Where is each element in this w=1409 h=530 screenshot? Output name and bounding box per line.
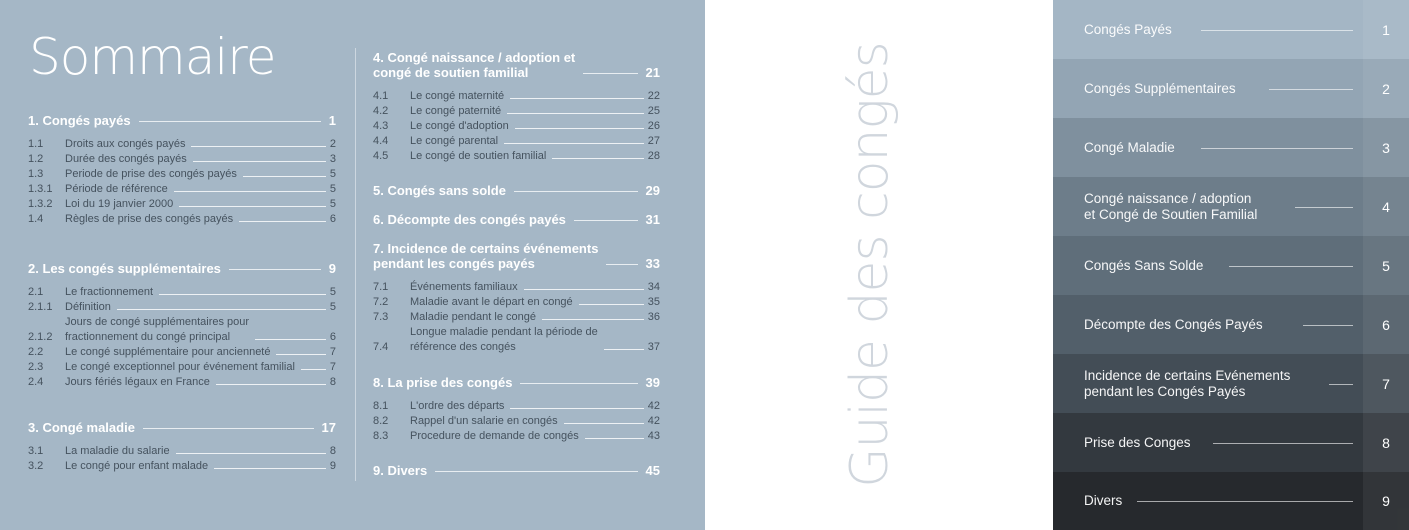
- toc-item-number: 4.1: [373, 90, 389, 102]
- chapter-tab-leader-line: [1229, 266, 1353, 267]
- chapter-tab-label: Congé Maladie: [1084, 139, 1175, 155]
- toc-item-number: 8.3: [373, 430, 389, 442]
- toc-section: [28, 261, 336, 390]
- toc-item[interactable]: [28, 375, 336, 390]
- toc-section: [373, 183, 660, 198]
- toc-item[interactable]: [28, 182, 336, 197]
- toc-item-number: 2.1: [28, 286, 44, 298]
- toc-leader-line: [507, 113, 644, 114]
- chapter-tab-label: Décompte des Congés Payés: [1084, 316, 1263, 332]
- toc-section-heading[interactable]: [28, 420, 336, 435]
- toc-leader-line: [552, 158, 643, 159]
- toc-item[interactable]: [28, 137, 336, 152]
- toc-item-number: 7.4: [373, 341, 389, 353]
- toc-item-label: Le congé pour enfant malade: [65, 460, 209, 472]
- chapter-tab-4[interactable]: [1053, 177, 1409, 236]
- toc-item-label: Procedure de demande de congés: [410, 430, 579, 442]
- toc-item[interactable]: [28, 345, 336, 360]
- toc-item[interactable]: [373, 119, 660, 134]
- toc-item-page: 5: [329, 301, 336, 313]
- toc-item-number: 2.4: [28, 376, 44, 388]
- toc-item-page: 5: [329, 198, 336, 210]
- toc-item-number: 2.1.1: [28, 301, 53, 313]
- toc-item-page: 8: [329, 445, 336, 457]
- toc-leader-line: [176, 453, 326, 454]
- toc-leader-line: [514, 191, 638, 192]
- toc-section-page: 45: [645, 463, 660, 478]
- toc-section: [373, 375, 660, 444]
- toc-leader-line: [216, 384, 326, 385]
- toc-item-number: 8.1: [373, 400, 389, 412]
- chapter-tab-leader-line: [1213, 443, 1353, 444]
- chapter-tab-number: 5: [1363, 236, 1409, 295]
- toc-item[interactable]: [373, 429, 660, 444]
- toc-section: [373, 212, 660, 227]
- toc-leader-line: [564, 423, 644, 424]
- toc-item-number: 1.3.1: [28, 183, 53, 195]
- chapter-tab-7[interactable]: [1053, 354, 1409, 413]
- toc-item-page: 37: [647, 341, 660, 353]
- toc-section-title: 3. Congé maladie: [28, 420, 135, 435]
- chapter-tab-leader-line: [1201, 148, 1353, 149]
- toc-section-page: 17: [321, 420, 336, 435]
- cover-title: Guide des congés: [840, 42, 900, 488]
- toc-leader-line: [229, 269, 321, 270]
- toc-item-number: 7.1: [373, 281, 389, 293]
- toc-item[interactable]: [373, 399, 660, 414]
- toc-item-label: Longue maladie pendant la période de référence des congés: [410, 326, 598, 353]
- toc-item-label: Le congé maternité: [410, 90, 505, 102]
- chapter-tab-leader-line: [1303, 325, 1353, 326]
- toc-section-heading[interactable]: [373, 241, 660, 271]
- toc-item-list: [373, 280, 660, 355]
- toc-section: [28, 420, 336, 474]
- chapter-tab-label: Prise des Conges: [1084, 434, 1191, 450]
- toc-item-page: 2: [329, 138, 336, 150]
- toc-item-list: [28, 444, 336, 474]
- toc-leader-line: [606, 264, 637, 265]
- toc-item-page: 5: [329, 168, 336, 180]
- toc-item[interactable]: [28, 444, 336, 459]
- toc-section-page: 1: [328, 113, 336, 128]
- toc-item-page: 8: [329, 376, 336, 388]
- chapter-tab-9[interactable]: [1053, 472, 1409, 530]
- chapter-tab-3[interactable]: [1053, 118, 1409, 177]
- toc-section-heading[interactable]: [373, 463, 660, 478]
- summary-title: Sommaire: [29, 28, 276, 86]
- toc-section-heading[interactable]: [373, 183, 660, 198]
- toc-item-page: 42: [647, 400, 660, 412]
- toc-item-number: 4.3: [373, 120, 389, 132]
- toc-section-page: 29: [645, 183, 660, 198]
- toc-item-number: 1.4: [28, 213, 44, 225]
- toc-item-number: 4.2: [373, 105, 389, 117]
- chapter-tab-label: Incidence de certains Evénements pendant les Congés Payés: [1084, 367, 1291, 399]
- toc-item-label: Le congé supplémentaire pour ancienneté: [65, 346, 271, 358]
- toc-leader-line: [239, 221, 326, 222]
- toc-leader-line: [579, 304, 644, 305]
- chapter-tab-number: 7: [1363, 354, 1409, 413]
- toc-leader-line: [191, 146, 325, 147]
- toc-item[interactable]: [373, 280, 660, 295]
- toc-item-label: Periode de prise des congés payés: [65, 168, 237, 180]
- toc-leader-line: [515, 128, 644, 129]
- toc-item-page: 26: [647, 120, 660, 132]
- toc-item[interactable]: [373, 295, 660, 310]
- toc-leader-line: [174, 191, 326, 192]
- toc-leader-line: [542, 319, 644, 320]
- toc-item-page: 28: [647, 150, 660, 162]
- toc-item[interactable]: [28, 197, 336, 212]
- toc-leader-line: [520, 383, 637, 384]
- toc-leader-line: [585, 438, 644, 439]
- toc-item-label: Événements familiaux: [410, 281, 518, 293]
- toc-item-number: 7.3: [373, 311, 389, 323]
- toc-item-number: 1.1: [28, 138, 44, 150]
- chapter-tab-leader-line: [1329, 384, 1353, 385]
- toc-item-page: 5: [329, 183, 336, 195]
- toc-item[interactable]: [373, 104, 660, 119]
- toc-item-page: 36: [647, 311, 660, 323]
- toc-item-number: 4.4: [373, 135, 389, 147]
- chapter-tab-label: Divers: [1084, 493, 1123, 508]
- toc-item-page: 34: [647, 281, 660, 293]
- toc-leader-line: [214, 468, 326, 469]
- toc-section-title: 6. Décompte des congés payés: [373, 212, 566, 227]
- toc-item-number: 4.5: [373, 150, 389, 162]
- toc-item[interactable]: [373, 325, 660, 355]
- toc-section-page: 31: [645, 212, 660, 227]
- toc-item-page: 9: [329, 460, 336, 472]
- toc-item-label: Le congé d'adoption: [410, 120, 509, 132]
- toc-item-label: Règles de prise des congés payés: [65, 213, 234, 225]
- toc-section-title: 5. Congés sans solde: [373, 183, 506, 198]
- toc-item-page: 42: [647, 415, 660, 427]
- chapter-tab-label: Congés Payés: [1084, 21, 1172, 37]
- toc-section-heading[interactable]: [373, 50, 660, 80]
- toc-item[interactable]: [28, 212, 336, 227]
- chapter-tab-leader-line: [1295, 207, 1353, 208]
- toc-item-label: La maladie du salarie: [65, 445, 170, 457]
- toc-leader-line: [179, 206, 326, 207]
- chapter-tab-number: 1: [1363, 0, 1409, 59]
- toc-leader-line: [243, 176, 326, 177]
- toc-item-number: 2.3: [28, 361, 44, 373]
- chapter-tab-leader-line: [1137, 501, 1353, 502]
- toc-item-label: Rappel d'un salarie en congés: [410, 415, 558, 427]
- toc-item-label: L'ordre des départs: [410, 400, 505, 412]
- toc-item-label: Le congé de soutien familial: [410, 150, 547, 162]
- toc-item-label: Jours fériés légaux en France: [65, 376, 210, 388]
- chapter-tab-leader-line: [1269, 89, 1353, 90]
- toc-item-page: 27: [647, 135, 660, 147]
- toc-item[interactable]: [28, 300, 336, 315]
- toc-item-label: Durée des congés payés: [65, 153, 187, 165]
- toc-item[interactable]: [28, 167, 336, 182]
- toc-section-heading[interactable]: [28, 113, 336, 128]
- toc-leader-line: [301, 369, 326, 370]
- toc-item-label: Maladie pendant le congé: [410, 311, 536, 323]
- toc-leader-line: [510, 408, 643, 409]
- toc-item-number: 2.1.2: [28, 331, 53, 343]
- toc-item[interactable]: [28, 360, 336, 375]
- chapter-tab-leader-line: [1201, 30, 1353, 31]
- toc-leader-line: [117, 309, 326, 310]
- toc-item[interactable]: [28, 285, 336, 300]
- toc-leader-line: [604, 349, 644, 350]
- toc-leader-line: [193, 161, 326, 162]
- toc-item[interactable]: [373, 134, 660, 149]
- chapter-tab-label: Congé naissance / adoption et Congé de Soutien Familial: [1084, 190, 1258, 222]
- toc-item-label: Le fractionnement: [65, 286, 154, 298]
- toc-leader-line: [255, 339, 326, 340]
- toc-section-page: 39: [645, 375, 660, 390]
- chapter-tab-number: 2: [1363, 59, 1409, 118]
- toc-leader-line: [504, 143, 644, 144]
- chapter-tab-number: 6: [1363, 295, 1409, 354]
- chapter-tab-label: Congés Sans Solde: [1084, 257, 1204, 273]
- toc-item-list: [28, 285, 336, 390]
- toc-section-title: 2. Les congés supplémentaires: [28, 261, 221, 276]
- toc-item-label: Jours de congé supplémentaires pour fractionnement du congé principal: [65, 316, 250, 343]
- chapter-tab-label: Congés Supplémentaires: [1084, 80, 1236, 96]
- toc-section-heading[interactable]: [373, 375, 660, 390]
- toc-item-page: 25: [647, 105, 660, 117]
- toc-section: [373, 50, 660, 164]
- toc-leader-line: [143, 428, 314, 429]
- chapter-tab-6[interactable]: [1053, 295, 1409, 354]
- toc-section: [373, 241, 660, 355]
- toc-item-label: Période de référence: [65, 183, 168, 195]
- toc-leader-line: [276, 354, 325, 355]
- toc-item-page: 3: [329, 153, 336, 165]
- chapter-tab-8[interactable]: [1053, 413, 1409, 472]
- chapter-tabs: [1053, 0, 1409, 530]
- toc-leader-line: [510, 98, 644, 99]
- toc-item[interactable]: [373, 414, 660, 429]
- toc-item[interactable]: [373, 89, 660, 104]
- toc-leader-line: [583, 73, 637, 74]
- toc-item[interactable]: [373, 149, 660, 164]
- toc-item-page: 5: [329, 286, 336, 298]
- toc-item-page: 35: [647, 296, 660, 308]
- toc-leader-line: [139, 121, 321, 122]
- toc-item-number: 1.3.2: [28, 198, 53, 210]
- toc-item-number: 3.1: [28, 445, 44, 457]
- chapter-tab-2[interactable]: [1053, 59, 1409, 118]
- toc-section-title: 7. Incidence de certains événements pendant les congés payés: [373, 241, 599, 271]
- chapter-tab-number: 3: [1363, 118, 1409, 177]
- chapter-tab-number: 4: [1363, 177, 1409, 236]
- toc-item-page: 7: [329, 361, 336, 373]
- toc-item-number: 1.3: [28, 168, 44, 180]
- toc-item-label: Le congé paternité: [410, 105, 502, 117]
- toc-item-label: Le congé exceptionnel pour événement familial: [65, 361, 295, 373]
- toc-leader-line: [159, 294, 326, 295]
- toc-item-page: 6: [329, 331, 336, 343]
- toc-item-number: 1.2: [28, 153, 44, 165]
- toc-section-title: 4. Congé naissance / adoption et congé de soutien familial: [373, 50, 576, 80]
- toc-item-number: 3.2: [28, 460, 44, 472]
- toc-item-page: 6: [329, 213, 336, 225]
- toc-item-label: Loi du 19 janvier 2000: [65, 198, 174, 210]
- toc-item[interactable]: [373, 310, 660, 325]
- toc-item-list: [373, 399, 660, 444]
- toc-item[interactable]: [28, 152, 336, 167]
- toc-leader-line: [524, 289, 644, 290]
- toc-item-number: 2.2: [28, 346, 44, 358]
- toc-section-page: 33: [645, 256, 660, 271]
- toc-item-page: 7: [329, 346, 336, 358]
- toc-section: [28, 113, 336, 227]
- toc-item-page: 22: [647, 90, 660, 102]
- toc-item-label: Le congé parental: [410, 135, 499, 147]
- toc-item[interactable]: [28, 459, 336, 474]
- toc-section-title: 8. La prise des congés: [373, 375, 513, 390]
- chapter-tab-1[interactable]: [1053, 0, 1409, 59]
- chapter-tab-5[interactable]: [1053, 236, 1409, 295]
- toc-item-number: 7.2: [373, 296, 389, 308]
- toc-section-page: 9: [328, 261, 336, 276]
- toc-item-label: Définition: [65, 301, 111, 313]
- toc-section-title: 1. Congés payés: [28, 113, 131, 128]
- toc-item-list: [373, 89, 660, 164]
- toc-item-page: 43: [647, 430, 660, 442]
- toc-leader-line: [574, 220, 638, 221]
- toc-section-page: 21: [645, 65, 660, 80]
- toc-item[interactable]: [28, 315, 336, 345]
- column-divider: [355, 48, 356, 481]
- toc-section-heading[interactable]: [28, 261, 336, 276]
- toc-item-label: Droits aux congés payés: [65, 138, 186, 150]
- toc-item-number: 8.2: [373, 415, 389, 427]
- toc-item-label: Maladie avant le départ en congé: [410, 296, 573, 308]
- toc-section-title: 9. Divers: [373, 463, 428, 478]
- chapter-tab-number: 8: [1363, 413, 1409, 472]
- toc-leader-line: [435, 471, 637, 472]
- toc-section: [373, 463, 660, 478]
- toc-section-heading[interactable]: [373, 212, 660, 227]
- toc-item-list: [28, 137, 336, 227]
- chapter-tab-number: 9: [1363, 472, 1409, 530]
